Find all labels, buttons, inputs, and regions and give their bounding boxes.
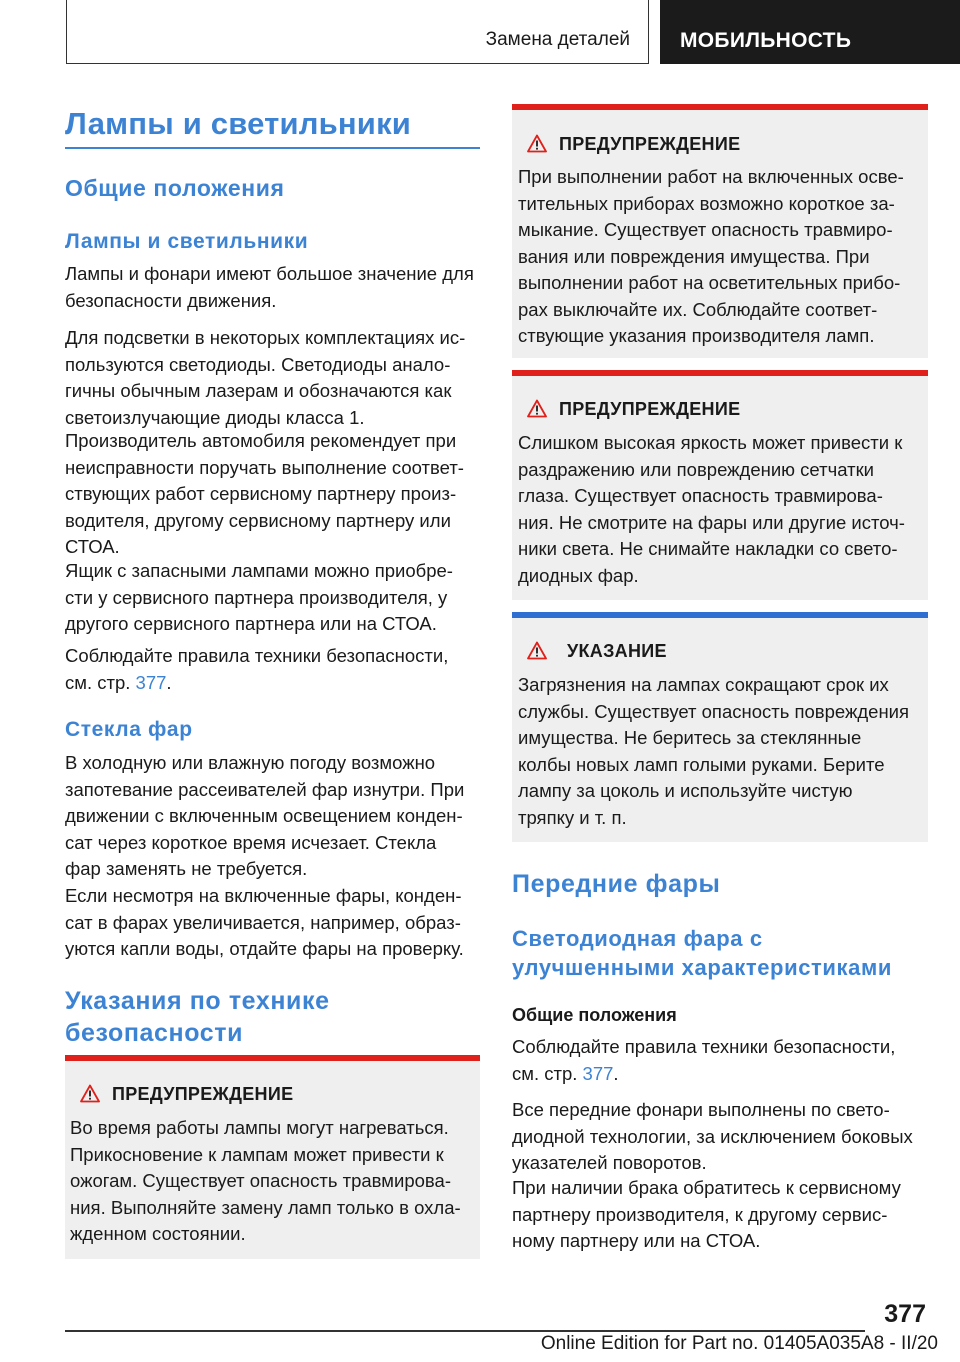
text-line: светоизлучающие диоды класса 1.: [65, 406, 365, 428]
text-line: Производитель автомобиля рекомендует при: [65, 430, 457, 451]
text-line: ожогам. Существует опасность травмирова-: [70, 1170, 451, 1191]
paragraph-condensation: [65, 750, 485, 883]
page-link[interactable]: 377: [582, 1062, 614, 1084]
heading-line: Светодиодная фара с: [512, 926, 763, 951]
ref-suffix: .: [613, 1062, 619, 1084]
text-line: тряпку и т. п.: [518, 806, 627, 828]
text-line: мыкание. Существует опасность травмиро-: [518, 219, 893, 240]
text-line: Ящик с запасными лампами можно приобре-: [65, 560, 453, 581]
text-line: Все передние фонари выполнены по свето-: [512, 1099, 890, 1120]
warning-icon: [80, 1084, 100, 1103]
text-line: ния. Не смотрите на фары или другие источ-: [518, 511, 905, 533]
text-line: движении с включенным освещением конден-: [65, 805, 463, 826]
text-line: лампу за цоколь и используйте чистую: [518, 780, 853, 801]
text-line: тительных приборах возможно короткое за-: [518, 192, 895, 214]
paragraph-check: [65, 883, 485, 963]
paragraph-safety-ref: [65, 643, 485, 696]
text-line: раздражению или повреждению сетчатки: [518, 458, 874, 480]
text-line: При выполнении работ на включенных осве-: [518, 166, 904, 187]
breadcrumb[interactable]: Замена деталей: [485, 29, 630, 50]
paragraph-service: [65, 428, 485, 561]
text-line: ники света. Не снимайте накладки со свето-: [518, 538, 898, 559]
paragraph-led-tech: [512, 1097, 932, 1177]
heading-general: Общие положения: [65, 175, 285, 201]
heading-safety: [65, 985, 330, 1049]
page-title: Лампы и светильники: [65, 106, 412, 141]
notice-title: УКАЗАНИЕ: [567, 641, 667, 661]
text-line: СТОА.: [65, 536, 120, 557]
text-line: рах выключайте их. Соблюдайте соответ-: [518, 298, 878, 320]
paragraph-spare-lamps: [65, 558, 485, 638]
paragraph-led: [65, 325, 485, 431]
text-line: службы. Существует опасность повреждения: [518, 700, 910, 722]
text-line: гичны обычным лазерам и обозначаются как: [65, 380, 452, 401]
warning-bar: [512, 104, 928, 110]
text-line: жденном состоянии.: [70, 1223, 246, 1244]
text-line: Лампы и фонари имеют большое значение для: [65, 263, 474, 284]
text-line: Во время работы лампы могут нагреваться.: [70, 1117, 449, 1138]
text-line: пользуются светодиоды. Светодиоды анало-: [65, 353, 451, 375]
text-line: вания или повреждения имущества. При: [518, 245, 870, 267]
notice-callout: [512, 612, 928, 842]
warning-bar: [512, 370, 928, 376]
notice-bar: [512, 612, 928, 618]
page-link[interactable]: 377: [135, 671, 167, 693]
text-line: Загрязнения на лампах сокращают срок их: [518, 674, 889, 695]
footer-edition: Online Edition for Part no. 01405A035A8 - II/20: [540, 1333, 938, 1354]
warning-title: ПРЕДУПРЕЖДЕНИЕ: [112, 1084, 294, 1104]
text-line: ствующих работ сервисному партнеру произ-: [65, 483, 457, 504]
text-line: сат в фарах увеличивается, например, образ-: [65, 911, 461, 933]
text-line: ния. Выполняйте замену ламп только в охла-: [70, 1196, 461, 1218]
ref-prefix: см. стр.: [512, 1062, 583, 1084]
text-line: Соблюдайте правила техники безопасности,: [65, 645, 449, 666]
heading-front-lights: Передние фары: [512, 870, 721, 898]
text-line: Для подсветки в некоторых комплектациях ис-: [65, 327, 466, 348]
text-line: имущества. Не беритесь за стеклянные: [518, 727, 862, 748]
warning-icon: [527, 134, 547, 153]
warning-body: [70, 1115, 480, 1248]
page-number: 377: [884, 1300, 926, 1328]
heading-line: Указания по технике: [65, 987, 330, 1015]
text-line: выполнении работ на осветительных прибо-: [518, 272, 901, 293]
warning-body: [518, 430, 928, 589]
text-line: диодных фар.: [518, 564, 639, 586]
heading-led-headlight: [512, 924, 892, 982]
heading-line: безопасности: [65, 1019, 244, 1047]
text-line: [65, 670, 485, 697]
notice-icon: [527, 641, 547, 660]
ref-prefix: см. стр.: [65, 671, 136, 693]
text-line: Если несмотря на включенные фары, конден-: [65, 885, 462, 906]
text-line: сат через короткое время исчезает. Стекла: [65, 831, 437, 853]
warning-title: ПРЕДУПРЕЖДЕНИЕ: [559, 399, 741, 419]
text-line: ствующие указания производителя ламп.: [518, 325, 875, 346]
text-line: указателей поворотов.: [512, 1152, 707, 1173]
text-line: другого сервисного партнера или на СТОА.: [65, 613, 437, 634]
text-line: При наличии брака обратитесь к сервисному: [512, 1177, 901, 1198]
text-line: глаза. Существует опасность травмирова-: [518, 485, 883, 506]
warning-callout-short-circuit: [512, 104, 928, 358]
text-line: сти у сервисного партнера производителя, у: [65, 586, 448, 608]
text-line: диодной технологии, за исключением боковых: [512, 1125, 913, 1147]
subheading-general: Общие положения: [512, 1005, 677, 1025]
ref-suffix: .: [166, 671, 172, 693]
text-line: уются капли воды, отдайте фары на проверку.: [65, 938, 464, 959]
header-breadcrumb-box: [66, 0, 649, 64]
warning-callout: [65, 1055, 480, 1259]
text-line: партнеру производителя, к другому сервис-: [512, 1203, 888, 1225]
heading-line: улучшенными характеристиками: [512, 955, 892, 980]
subheading-lamps: Лампы и светильники: [65, 230, 309, 253]
text-line: запотевание рассеивателей фар изнутри. При: [65, 778, 465, 800]
text-line: [512, 1061, 932, 1088]
warning-title: ПРЕДУПРЕЖДЕНИЕ: [559, 134, 741, 154]
text-line: безопасности движения.: [65, 289, 277, 311]
warning-icon: [527, 399, 547, 418]
text-line: Слишком высокая яркость может привести к: [518, 432, 903, 453]
footer-rule: [65, 1330, 865, 1332]
warning-bar: [65, 1055, 480, 1061]
text-line: фар заменять не требуется.: [65, 858, 308, 879]
text-line: В холодную или влажную погоду возможно: [65, 752, 436, 773]
header-section-box: [660, 0, 960, 64]
warning-body: [518, 164, 928, 350]
warning-callout-brightness: [512, 370, 928, 600]
text-line: Прикосновение к лампам может привести к: [70, 1143, 444, 1165]
section-title[interactable]: МОБИЛЬНОСТЬ: [680, 29, 852, 52]
heading-glass: Стекла фар: [65, 718, 193, 741]
paragraph-importance: [65, 261, 485, 314]
title-underline: [65, 147, 480, 149]
text-line: водителя, другому сервисному партнеру или: [65, 509, 451, 531]
paragraph-defect: [512, 1175, 932, 1255]
text-line: ному партнеру или на СТОА.: [512, 1230, 761, 1251]
notice-body: [518, 672, 928, 831]
paragraph-safety-ref-right: [512, 1034, 932, 1087]
text-line: колбы новых ламп голыми руками. Берите: [518, 753, 885, 775]
text-line: Соблюдайте правила техники безопасности,: [512, 1036, 896, 1057]
text-line: неисправности поручать выполнение соответ-: [65, 456, 464, 478]
